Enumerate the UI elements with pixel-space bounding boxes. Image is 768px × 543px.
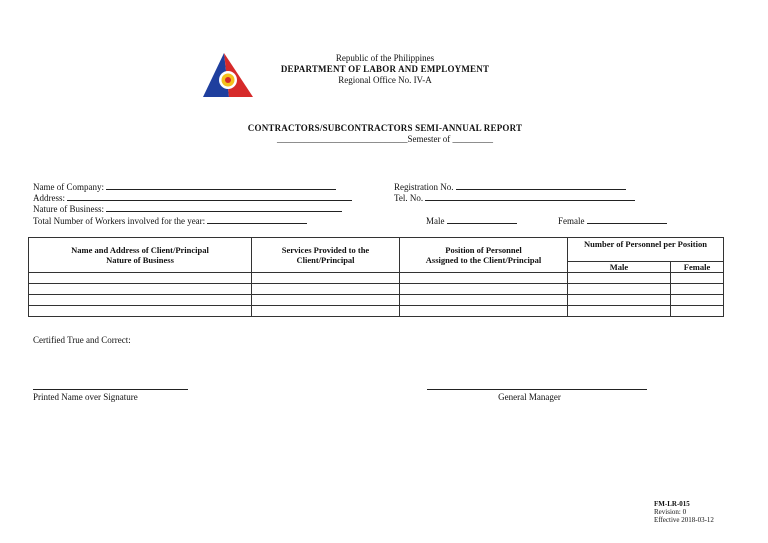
col-male-header: Male	[568, 262, 671, 273]
table-row[interactable]	[29, 273, 724, 284]
table-cell[interactable]	[671, 284, 724, 295]
table-cell[interactable]	[252, 273, 400, 284]
col-client-line1: Name and Address of Client/Principal	[71, 245, 209, 255]
company-input-line[interactable]	[106, 180, 336, 190]
nature-input-line[interactable]	[106, 202, 342, 212]
table-cell[interactable]	[400, 306, 568, 317]
female-label: Female	[558, 216, 585, 226]
address-label: Address:	[33, 193, 65, 203]
male-field	[426, 214, 517, 227]
report-table	[28, 237, 724, 317]
table-cell[interactable]	[400, 273, 568, 284]
col-personnel-group-header: Number of Personnel per Position	[568, 238, 724, 262]
registration-input-line[interactable]	[456, 180, 626, 190]
male-input-line[interactable]	[447, 214, 517, 224]
registration-label: Registration No.	[394, 182, 454, 192]
col-position-header	[400, 238, 568, 273]
workers-input-line[interactable]	[207, 214, 307, 224]
table-header-row	[29, 238, 724, 262]
address-input-line[interactable]	[67, 191, 352, 201]
female-field	[558, 214, 667, 227]
table-cell[interactable]	[29, 306, 252, 317]
nature-label: Nature of Business:	[33, 204, 104, 214]
col-services-line2: Client/Principal	[296, 255, 355, 265]
table-cell[interactable]	[671, 273, 724, 284]
logo-sun-center	[225, 77, 231, 83]
effective-date: Effective 2018-03-12	[654, 516, 714, 524]
table-cell[interactable]	[29, 273, 252, 284]
semester-line: _____________________________Semester of _________	[277, 134, 493, 144]
table-row[interactable]	[29, 284, 724, 295]
col-services-line1: Services Provided to the	[281, 245, 370, 255]
table-cell[interactable]	[252, 306, 400, 317]
col-female-header: Female	[671, 262, 724, 273]
workers-field	[33, 214, 307, 227]
tel-label: Tel. No.	[394, 193, 424, 203]
manager-caption: General Manager	[498, 392, 561, 402]
table-cell[interactable]	[252, 284, 400, 295]
table-cell[interactable]	[400, 284, 568, 295]
female-input-line[interactable]	[587, 214, 667, 224]
signature-caption: Printed Name over Signature	[33, 392, 138, 402]
signature-line[interactable]	[33, 389, 188, 390]
form-code: FM-LR-015	[654, 500, 690, 508]
table-cell[interactable]	[252, 295, 400, 306]
table-row[interactable]	[29, 306, 724, 317]
col-client-line2: Nature of Business	[106, 255, 174, 265]
tel-field	[394, 191, 635, 204]
col-position-line1: Position of Personnel	[445, 245, 522, 255]
table-cell[interactable]	[568, 306, 671, 317]
table-cell[interactable]	[400, 295, 568, 306]
workers-label: Total Number of Workers involved for the year:	[33, 216, 206, 226]
revision-text: Revision: 0	[654, 508, 687, 516]
table-cell[interactable]	[29, 295, 252, 306]
table-cell[interactable]	[568, 284, 671, 295]
table-cell[interactable]	[671, 306, 724, 317]
company-label: Name of Company:	[33, 182, 104, 192]
col-client-header	[29, 238, 252, 273]
table-cell[interactable]	[29, 284, 252, 295]
col-services-header	[252, 238, 400, 273]
republic-text: Republic of the Philippines	[335, 53, 435, 63]
col-position-line2: Assigned to the Client/Principal	[425, 255, 542, 265]
male-label: Male	[426, 216, 445, 226]
department-title: DEPARTMENT OF LABOR AND EMPLOYMENT	[280, 64, 490, 74]
table-cell[interactable]	[568, 273, 671, 284]
report-title: CONTRACTORS/SUBCONTRACTORS SEMI-ANNUAL REPORT	[247, 123, 523, 133]
regional-office-text: Regional Office No. IV-A	[338, 75, 432, 85]
certified-text: Certified True and Correct:	[33, 335, 131, 345]
tel-input-line[interactable]	[425, 191, 635, 201]
table-cell[interactable]	[671, 295, 724, 306]
table-row[interactable]	[29, 295, 724, 306]
manager-signature-line[interactable]	[427, 389, 647, 390]
table-cell[interactable]	[568, 295, 671, 306]
